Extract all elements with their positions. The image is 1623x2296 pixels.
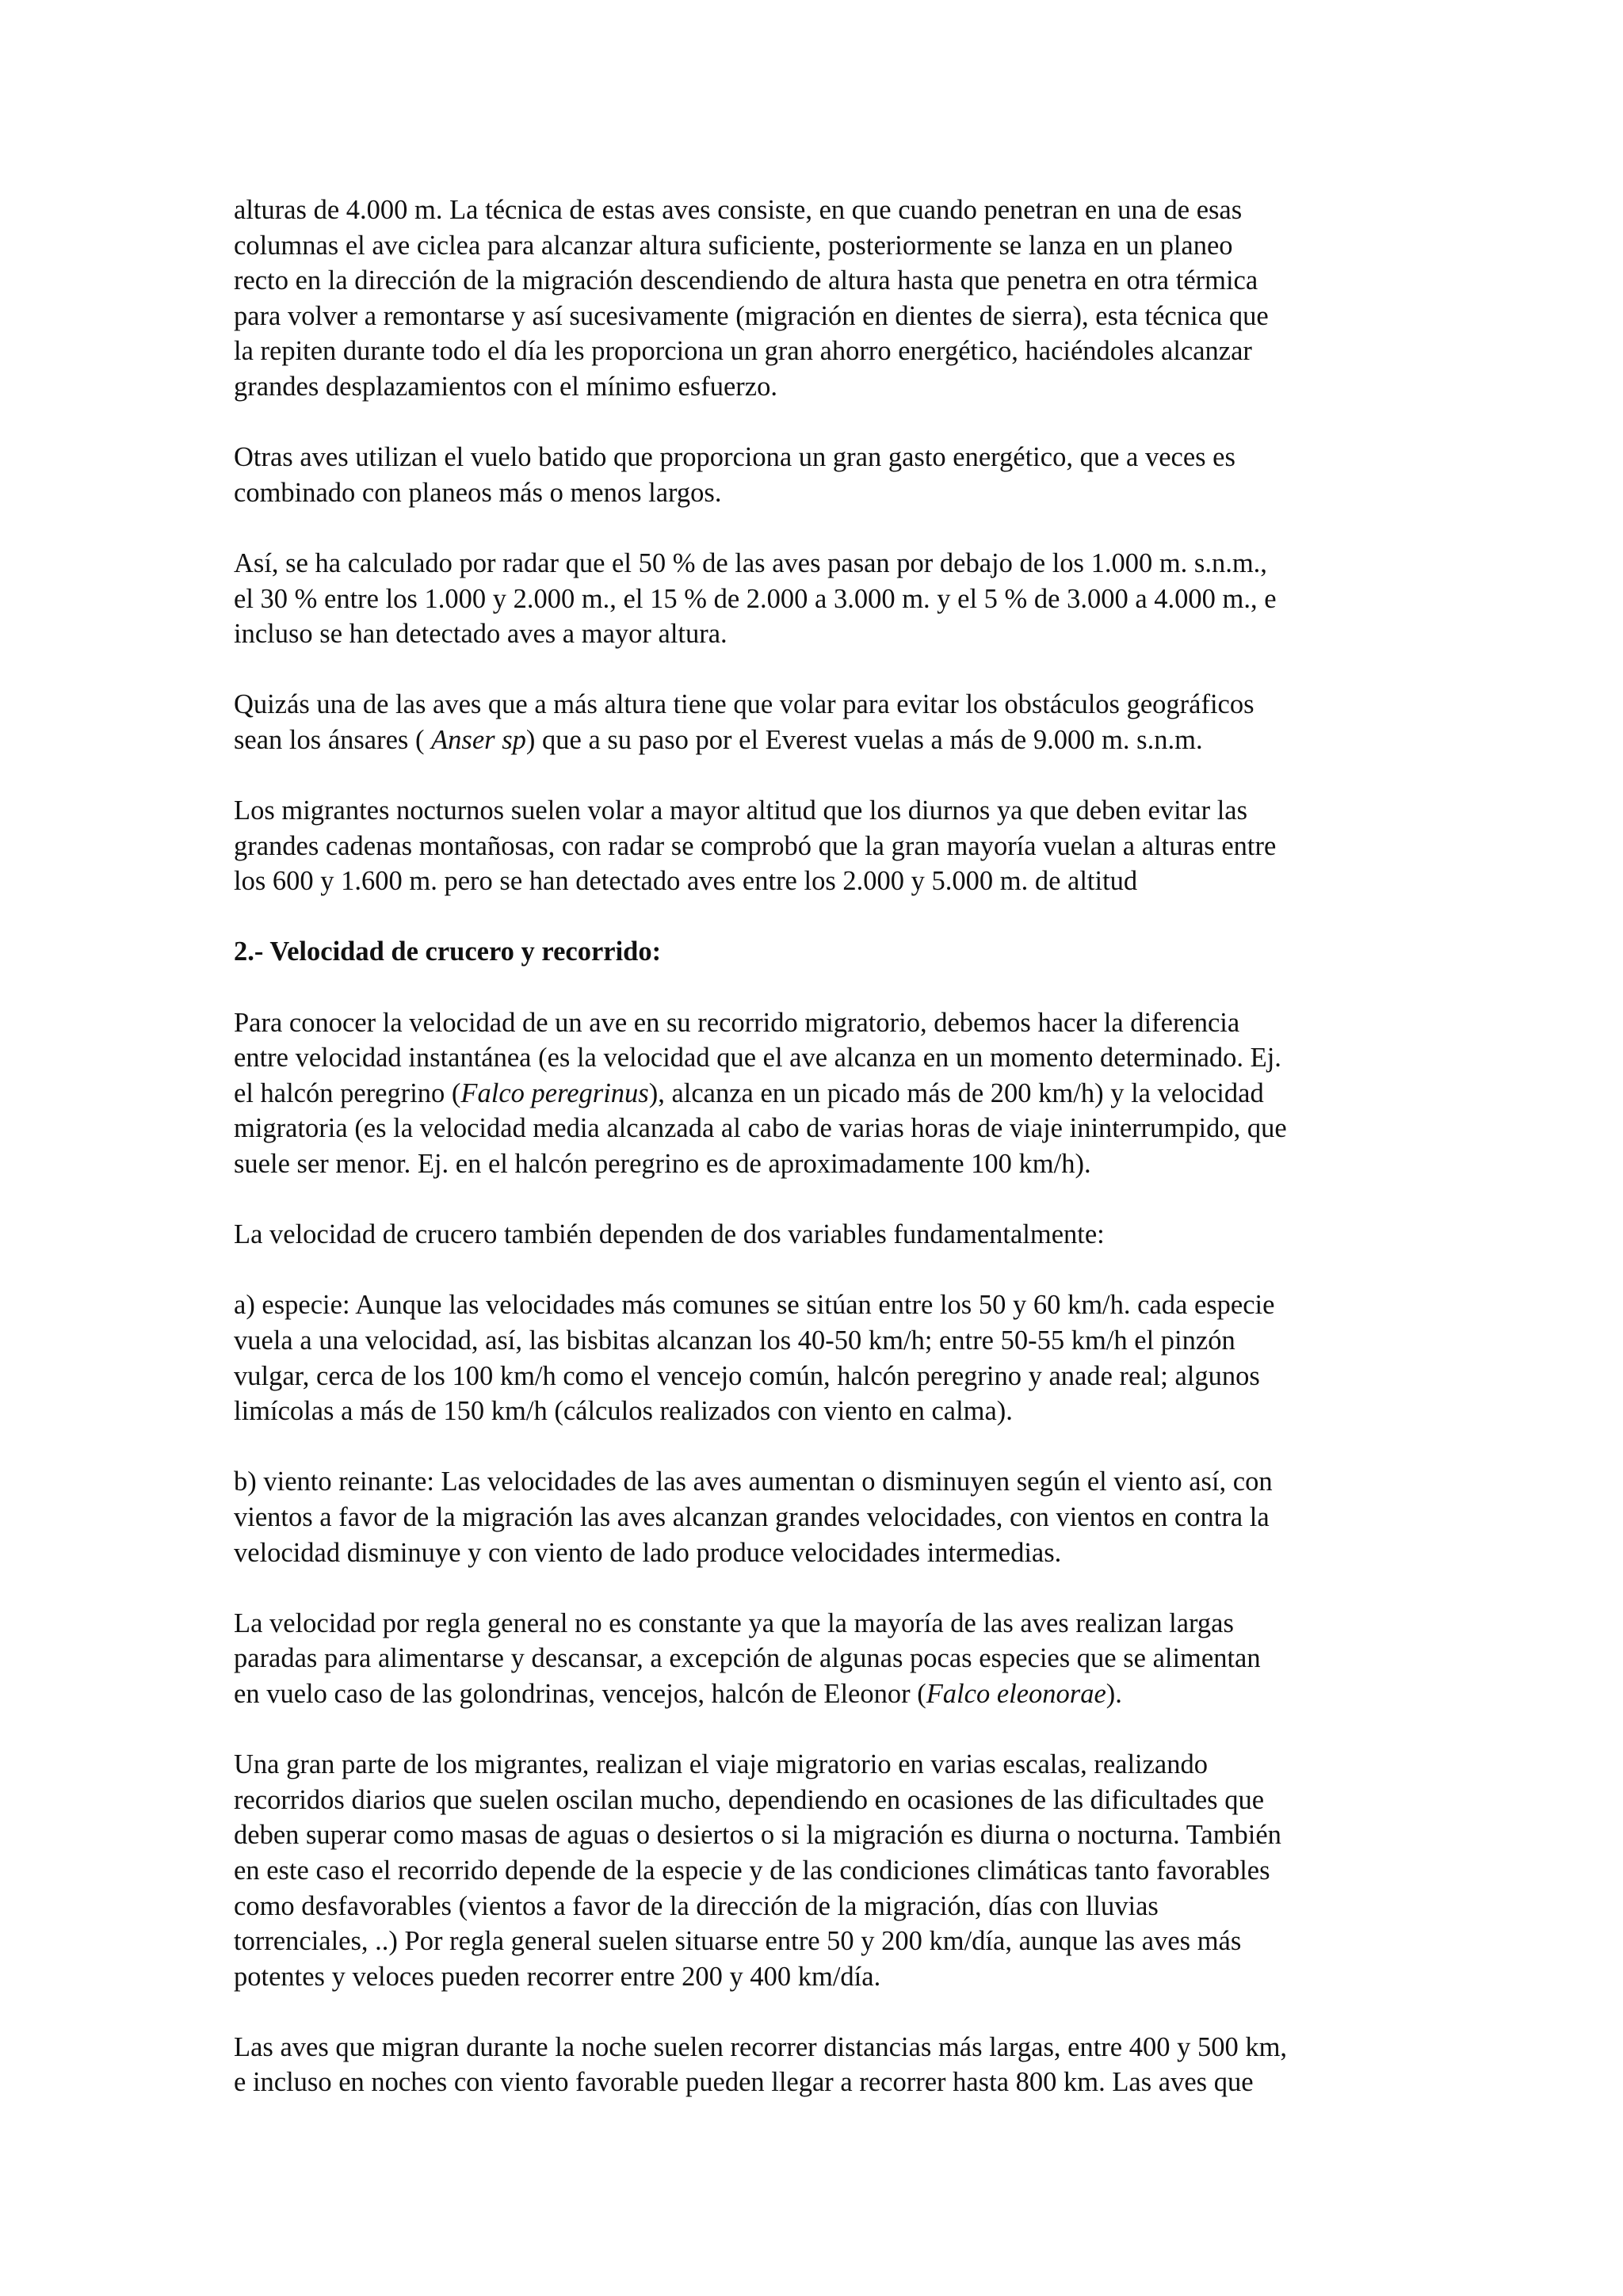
text-line: migratoria (es la velocidad media alcanzada al cabo de varias horas de viaje ininterrumpido, que: [234, 1113, 1287, 1144]
paragraph: [234, 1464, 1423, 1570]
paragraph: [234, 1287, 1423, 1428]
text-line: vientos a favor de la migración las aves alcanzan grandes velocidades, con vientos en contra la: [234, 1501, 1270, 1532]
text-line: vuela a una velocidad, así, las bisbitas alcanzan los 40-50 km/h; entre 50-55 km/h el pinzón: [234, 1325, 1235, 1356]
text-line: alturas de 4.000 m. La técnica de estas aves consiste, en que cuando penetran en una de esas: [234, 195, 1243, 225]
paragraph: [234, 193, 1423, 405]
text-run: ), alcanza en un picado más de 200 km/h) y la velocidad: [648, 1077, 1264, 1108]
text-line: deben superar como masas de aguas o desiertos o si la migración es diurna o nocturna. También: [234, 1820, 1281, 1851]
paragraph: [234, 793, 1423, 899]
text-line: suele ser menor. Ej. en el halcón peregrino es de aproximadamente 100 km/h).: [234, 1149, 1091, 1180]
paragraph: [234, 1217, 1423, 1253]
text-line: el 30 % entre los 1.000 y 2.000 m., el 15 % de 2.000 a 3.000 m. y el 5 % de 3.000 a 4.000 m., e: [234, 583, 1277, 614]
paragraph: [234, 440, 1423, 510]
text-line: potentes y veloces pueden recorrer entre 200 y 400 km/día.: [234, 1961, 881, 1992]
text-run: sean los ánsares (: [234, 724, 432, 755]
text-line: Así, se ha calculado por radar que el 50 % de las aves pasan por debajo de los 1.000 m. s.n.m.,: [234, 547, 1267, 578]
text-line: La velocidad por regla general no es constante ya que la mayoría de las aves realizan largas: [234, 1608, 1234, 1638]
text-line: [234, 1076, 1423, 1112]
text-line: para volver a remontarse y así sucesivamente (migración en dientes de sierra), esta técnica que: [234, 300, 1269, 331]
text-line: recorridos diarios que suelen oscilan mucho, dependiendo en ocasiones de las dificultades que: [234, 1784, 1265, 1815]
text-line: los 600 y 1.600 m. pero se han detectado aves entre los 2.000 y 5.000 m. de altitud: [234, 866, 1138, 897]
text-line: grandes cadenas montañosas, con radar se comprobó que la gran mayoría vuelan a alturas entre: [234, 830, 1277, 861]
text-line: [234, 723, 1423, 758]
paragraph: [234, 687, 1423, 757]
text-line: limícolas a más de 150 km/h (cálculos realizados con viento en calma).: [234, 1396, 1013, 1427]
species-name: Falco eleonorae: [926, 1678, 1106, 1709]
text-line: grandes desplazamientos con el mínimo esfuerzo.: [234, 371, 777, 402]
species-name: Falco peregrinus: [460, 1077, 649, 1108]
text-line: como desfavorables (vientos a favor de la dirección de la migración, días con lluvias: [234, 1890, 1159, 1921]
text-line: torrenciales, ..) Por regla general suelen situarse entre 50 y 200 km/día, aunque las aves más: [234, 1926, 1242, 1957]
text-line: [234, 1676, 1423, 1712]
document-page: [234, 193, 1423, 2136]
text-line: paradas para alimentarse y descansar, a excepción de algunas pocas especies que se alimentan: [234, 1643, 1261, 1674]
text-line: Para conocer la velocidad de un ave en su recorrido migratorio, debemos hacer la diferencia: [234, 1007, 1240, 1038]
paragraph: [234, 546, 1423, 652]
text-line: columnas el ave ciclea para alcanzar altura suficiente, posteriormente se lanza en un planeo: [234, 230, 1233, 261]
text-line: b) viento reinante: Las velocidades de las aves aumentan o disminuyen según el viento así, con: [234, 1466, 1273, 1497]
text-run: el halcón peregrino (: [234, 1077, 461, 1108]
text-line: Una gran parte de los migrantes, realizan el viaje migratorio en varias escalas, realizando: [234, 1749, 1208, 1780]
text-line: Los migrantes nocturnos suelen volar a mayor altitud que los diurnos ya que deben evitar las: [234, 795, 1248, 826]
text-run: ).: [1106, 1678, 1122, 1709]
text-line: Otras aves utilizan el vuelo batido que proporciona un gran gasto energético, que a veces es: [234, 442, 1235, 473]
text-line: incluso se han detectado aves a mayor altura.: [234, 619, 727, 650]
text-run: ) que a su paso por el Everest vuelas a más de 9.000 m. s.n.m.: [525, 724, 1203, 755]
text-line: entre velocidad instantánea (es la velocidad que el ave alcanza en un momento determinado. Ej.: [234, 1043, 1281, 1074]
paragraph: [234, 1747, 1423, 1994]
section-heading-text: 2.- Velocidad de crucero y recorrido:: [234, 936, 662, 967]
text-line: a) especie: Aunque las velocidades más comunes se sitúan entre los 50 y 60 km/h. cada especie: [234, 1290, 1275, 1321]
text-line: recto en la dirección de la migración descendiendo de altura hasta que penetra en otra térmica: [234, 265, 1258, 296]
text-line: velocidad disminuye y con viento de lado produce velocidades intermedias.: [234, 1537, 1062, 1568]
paragraph: [234, 2030, 1423, 2100]
text-run: en vuelo caso de las golondrinas, vencejos, halcón de Eleonor (: [234, 1678, 926, 1709]
text-line: Quizás una de las aves que a más altura tiene que volar para evitar los obstáculos geográficos: [234, 689, 1254, 720]
text-line: e incluso en noches con viento favorable pueden llegar a recorrer hasta 800 km. Las aves que: [234, 2067, 1254, 2098]
text-line: la repiten durante todo el día les proporciona un gran ahorro energético, haciéndoles alcanzar: [234, 336, 1252, 367]
paragraph: [234, 1005, 1423, 1182]
section-heading: [234, 934, 1423, 970]
paragraph: [234, 1606, 1423, 1712]
text-line: Las aves que migran durante la noche suelen recorrer distancias más largas, entre 400 y 500 km,: [234, 2031, 1288, 2062]
text-line: La velocidad de crucero también dependen de dos variables fundamentalmente:: [234, 1219, 1105, 1250]
text-line: combinado con planeos más o menos largos.: [234, 477, 722, 508]
text-line: en este caso el recorrido depende de la especie y de las condiciones climáticas tanto favorables: [234, 1855, 1270, 1886]
species-name: Anser sp: [431, 724, 526, 755]
text-line: vulgar, cerca de los 100 km/h como el vencejo común, halcón peregrino y anade real; algunos: [234, 1360, 1260, 1391]
